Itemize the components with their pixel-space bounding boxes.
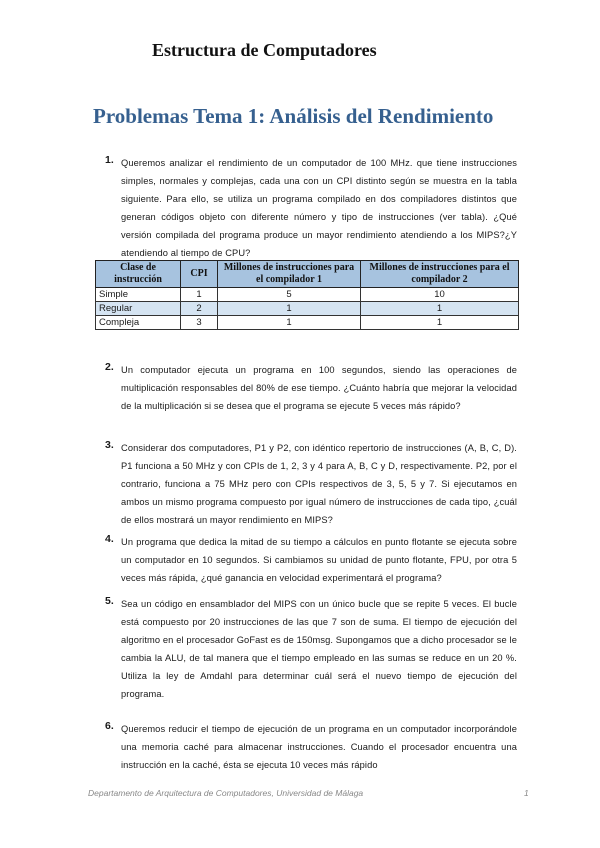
problem-number: 1. <box>105 154 114 166</box>
problem-5 <box>105 595 517 703</box>
problem-2 <box>105 361 517 415</box>
table-cell: Regular <box>96 302 181 316</box>
problem-number: 4. <box>105 533 114 545</box>
table-header: CPI <box>181 261 218 288</box>
problem-4 <box>105 533 517 587</box>
table-cell: 3 <box>181 316 218 330</box>
table-cell: Compleja <box>96 316 181 330</box>
problem-number: 3. <box>105 439 114 451</box>
table-header: Clase de instrucción <box>96 261 181 288</box>
table-header: Millones de instrucciones para el compilador 2 <box>361 261 519 288</box>
problem-text: Considerar dos computadores, P1 y P2, con idéntico repertorio de instrucciones (A, B, C, D). P1 funciona a 50 MHz y con CPIs de 1, 2, 3 y 4 para A, B, C y D, respectivamente. P2, por el contrario, funciona a 75 MHz pero con CPIs respectivos de 3, 5, 5 y 7. Si ejecutamos en ambos un mismo programa compuesto por igual número de instrucciones de cada tipo, ¿cuál de ellos mostrará un mayor rendimiento en MIPS? <box>121 443 517 525</box>
table-row <box>96 288 519 302</box>
problem-text: Sea un código en ensamblador del MIPS con un único bucle que se repite 5 veces. El bucle está compuesto por 20 instrucciones de las que 7 son de suma. El tiempo de ejecución del algoritmo en el procesador GoFast es de 150msg. Supongamos que a dicho procesador se le cambia la ALU, de tal manera que el tiempo empleado en las sumas se reduce en un 20 %. Utiliza la ley de Amdahl para determinar cuál será el nuevo tiempo de ejecución del programa. <box>121 599 517 699</box>
table-cell: Simple <box>96 288 181 302</box>
table-header-row <box>96 261 519 288</box>
table-cell: 5 <box>218 288 361 302</box>
cpi-table <box>95 260 519 330</box>
table-cell: 1 <box>181 288 218 302</box>
problem-text: Un programa que dedica la mitad de su tiempo a cálculos en punto flotante se ejecuta sobre un computador en 10 segundos. Si cambiamos su unidad de punto flotante, FPU, por otra 5 veces más rápida, ¿qué ganancia en velocidad experimentará el programa? <box>121 537 517 583</box>
problem-number: 6. <box>105 720 114 732</box>
page-number: 1 <box>524 788 529 798</box>
problem-text: Queremos analizar el rendimiento de un computador de 100 MHz. que tiene instrucciones simples, normales y complejas, cada una con un CPI distinto según se muestra en la tabla siguiente. Para ello, se utiliza un programa compilado en dos compiladores distintos que generan códigos objeto con diferente número y tipo de instrucciones (ver tabla). ¿Qué versión compilada del programa produce un mayor rendimiento atendiendo a los MIPS?¿Y atendiendo al tiempo de CPU? <box>121 158 517 258</box>
table-row <box>96 302 519 316</box>
problem-text: Queremos reducir el tiempo de ejecución de un programa en un computador incorporándole una memoria caché para almacenar instrucciones. Cuando el procesador encuentra una instrucción en la caché, ésta se ejecuta 10 veces más rápido <box>121 724 517 770</box>
course-title: Estructura de Computadores <box>152 40 377 60</box>
problem-number: 5. <box>105 595 114 607</box>
table-cell: 10 <box>361 288 519 302</box>
problem-text: Un computador ejecuta un programa en 100 segundos, siendo las operaciones de multiplicación responsables del 80% de ese tiempo. ¿Cuánto habría que mejorar la velocidad de la multiplicación si se desea que el programa se ejecute 5 veces más rápido? <box>121 365 517 411</box>
table-cell: 1 <box>218 302 361 316</box>
problem-6 <box>105 720 517 774</box>
page-title: Problemas Tema 1: Análisis del Rendimiento <box>93 104 494 128</box>
table-cell: 1 <box>361 302 519 316</box>
table-row <box>96 316 519 330</box>
footer-department: Departamento de Arquitectura de Computadores, Universidad de Málaga <box>88 788 364 798</box>
problem-3 <box>105 439 517 529</box>
table-cell: 2 <box>181 302 218 316</box>
problem-1 <box>105 154 517 262</box>
table-cell: 1 <box>361 316 519 330</box>
table-header: Millones de instrucciones para el compilador 1 <box>218 261 361 288</box>
table-cell: 1 <box>218 316 361 330</box>
problem-number: 2. <box>105 361 114 373</box>
